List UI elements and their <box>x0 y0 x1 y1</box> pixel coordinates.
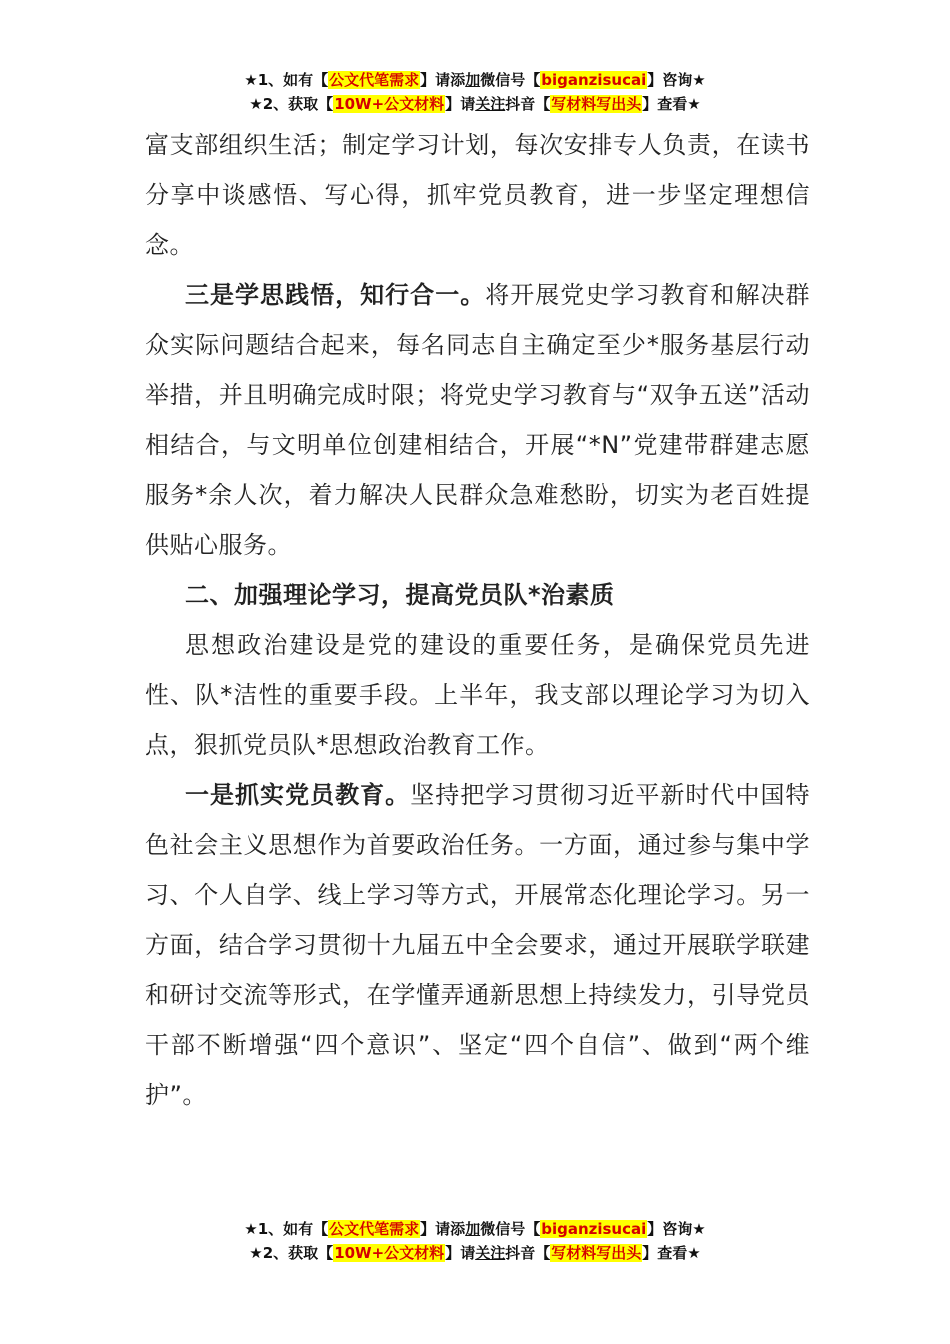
banner-line-1: ★1、如有【公文代笔需求】请添加微信号【biganzisucai】咨询★ <box>244 1220 706 1238</box>
paragraph-continued: 富支部组织生活；制定学习计划，每次安排专人负责，在读书分享中谈感悟、写心得，抓牢党员教育，进一步坚定理想信念。 <box>145 131 810 259</box>
highlight-materials: 10W+公文材料 <box>334 1244 445 1262</box>
banner-line-1: ★1、如有【公文代笔需求】请添加微信号【biganzisucai】咨询★ <box>244 71 706 89</box>
paragraph-intro: 思想政治建设是党的建设的重要任务，是确保党员先进性、队*洁性的重要手段。上半年，我支部以理论学习为切入点，狠抓党员队*思想政治教育工作。 <box>145 631 810 759</box>
highlight-wechat-id: biganzisucai <box>541 71 647 89</box>
highlight-service: 公文代笔需求 <box>329 1220 420 1238</box>
footer-banner <box>0 1217 950 1265</box>
highlight-douyin: 写材料写出头 <box>551 95 642 113</box>
banner-line-2: ★2、获取【10W+公文材料】请关注抖音【写材料写出头】查看★ <box>249 95 701 113</box>
document-body <box>145 120 810 1120</box>
section-heading: 二、加强理论学习，提高党员队*治素质 <box>185 581 615 609</box>
banner-line-2: ★2、获取【10W+公文材料】请关注抖音【写材料写出头】查看★ <box>249 1244 701 1262</box>
point-heading: 三是学思践悟，知行合一。 <box>185 281 486 309</box>
highlight-wechat-id: biganzisucai <box>541 1220 647 1238</box>
paragraph-point-one: 一是抓实党员教育。坚持把学习贯彻习近平新时代中国特色社会主义思想作为首要政治任务。一方面，通过参与集中学习、个人自学、线上学习等方式，开展常态化理论学习。另一方面，结合学习贯彻十九届五中全会要求，通过开展联学联建和研讨交流等形式，在学懂弄通新思想上持续发力，引导党员干部不断增强“四个意识”、坚定“四个自信”、做到“两个维护”。 <box>145 781 810 1109</box>
highlight-douyin: 写材料写出头 <box>551 1244 642 1262</box>
highlight-service: 公文代笔需求 <box>329 71 420 89</box>
paragraph-point-three: 三是学思践悟，知行合一。将开展党史学习教育和解决群众实际问题结合起来，每名同志自主确定至少*服务基层行动举措，并且明确完成时限；将党史学习教育与“双争五送”活动相结合，与文明单位创建相结合，开展“*N”党建带群建志愿服务*余人次，着力解决人民群众急难愁盼，切实为老百姓提供贴心服务。 <box>145 281 810 559</box>
header-banner <box>0 68 950 116</box>
point-heading: 一是抓实党员教育。 <box>185 781 411 809</box>
highlight-materials: 10W+公文材料 <box>334 95 445 113</box>
